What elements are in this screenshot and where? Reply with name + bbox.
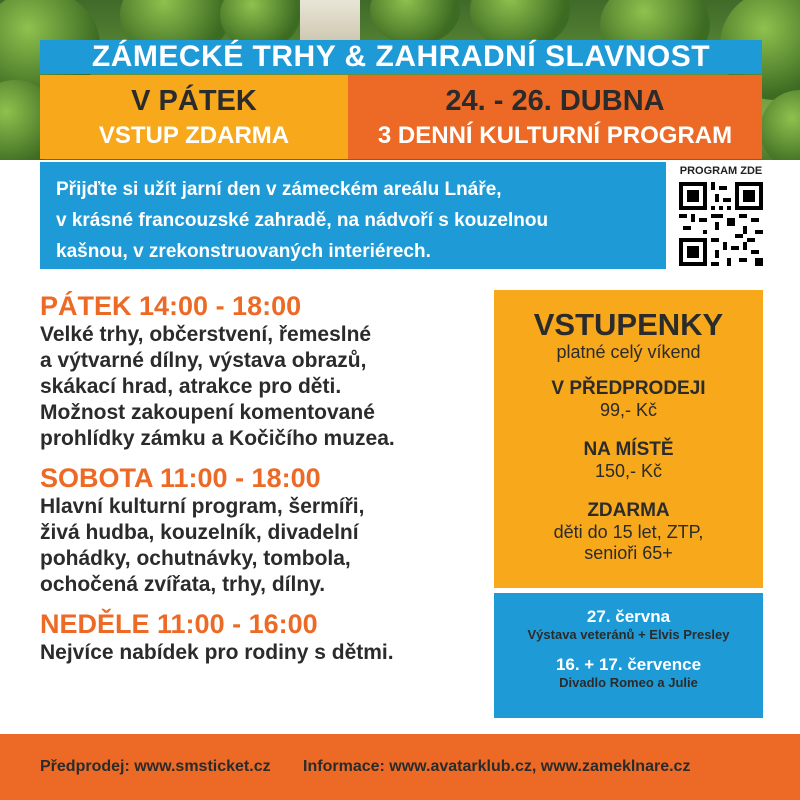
event-title: ZÁMECKÉ TRHY & ZAHRADNÍ SLAVNOST: [40, 40, 762, 74]
tree: [370, 0, 460, 45]
schedule-friday: [40, 290, 490, 452]
tickets-title: VSTUPENKY: [533, 307, 724, 342]
day-description-line: skákací hrad, atrakce pro děti.: [40, 375, 342, 398]
footer: [0, 734, 800, 800]
qr-code[interactable]: [679, 182, 763, 266]
day-description-line: pohádky, ochutnávky, tombola,: [40, 547, 351, 570]
day-description-line: prohlídky zámku a Kočičího muzea.: [40, 427, 395, 450]
day-heading: SOBOTA 11:00 - 18:00: [40, 463, 321, 493]
tickets-box: [494, 290, 763, 588]
schedule-sunday: [40, 608, 490, 666]
free-label: ZDARMA: [587, 500, 670, 521]
day-description-line: Velké trhy, občerstvení, řemeslné: [40, 323, 372, 346]
tickets-subtitle: platné celý víkend: [556, 342, 701, 362]
event-dates: 24. - 26. DUBNA: [445, 85, 665, 117]
intro-line: v krásné francouzské zahradě, na nádvoří s kouzelnou: [56, 210, 549, 231]
day-heading: NEDĚLE 11:00 - 16:00: [40, 609, 318, 639]
friday-free-entry-box: [40, 75, 348, 159]
free-entry-label: VSTUP ZDARMA: [98, 122, 290, 149]
day-description-line: živá hudba, kouzelník, divadelní: [40, 521, 359, 544]
schedule-saturday: [40, 462, 490, 598]
program-label: 3 DENNÍ KULTURNÍ PROGRAM: [377, 122, 733, 149]
day-heading: PÁTEK 14:00 - 18:00: [40, 291, 302, 321]
intro-line: kašnou, v zrekonstruovaných interiérech.: [56, 241, 431, 262]
event-name: Divadlo Romeo a Julie: [559, 675, 698, 690]
day-description-line: a výtvarné dílny, výstava obrazů,: [40, 349, 367, 372]
presale-link[interactable]: Předprodej: www.smsticket.cz: [40, 758, 271, 775]
friday-label: V PÁTEK: [131, 85, 257, 117]
garden-path: [300, 0, 360, 40]
tree: [760, 90, 800, 160]
day-description-line: Nejvíce nabídek pro rodiny s dětmi.: [40, 641, 394, 664]
intro-line: Přijďte si užít jarní den v zámeckém areálu Lnáře,: [56, 179, 502, 200]
upcoming-events-box: [494, 593, 763, 718]
event-dates-box: [348, 75, 762, 159]
onsite-price: 150,- Kč: [594, 461, 663, 481]
free-condition: děti do 15 let, ZTP,: [553, 522, 704, 542]
event-date: 16. + 17. července: [555, 655, 702, 674]
intro-text: [40, 162, 666, 269]
presale-price: 99,- Kč: [599, 400, 658, 420]
schedule: [40, 290, 490, 676]
day-description-line: ochočená zvířata, trhy, dílny.: [40, 573, 326, 596]
info-links[interactable]: Informace: www.avatarklub.cz, www.zameklnare.cz: [303, 758, 691, 775]
event-date: 27. června: [586, 607, 671, 626]
free-condition: senioři 65+: [584, 543, 673, 563]
day-description-line: Hlavní kulturní program, šermíři,: [40, 495, 365, 518]
footer-links: [40, 758, 765, 776]
qr-label: PROGRAM ZDE: [679, 165, 763, 177]
event-name: Výstava veteránů + Elvis Presley: [527, 627, 730, 642]
presale-label: V PŘEDPRODEJI: [551, 378, 706, 399]
day-description-line: Možnost zakoupení komentované: [40, 401, 375, 424]
onsite-label: NA MÍSTĚ: [583, 439, 674, 460]
